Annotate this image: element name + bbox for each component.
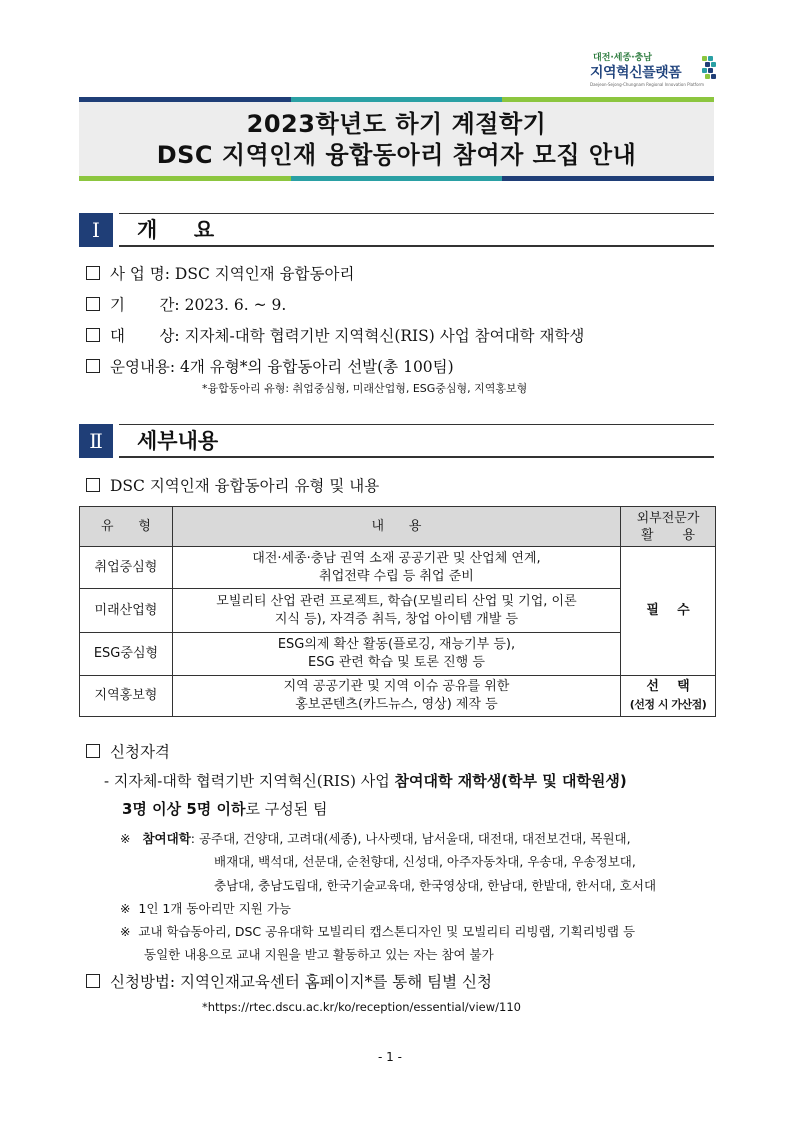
table-header-expert: 외부전문가 활 용 xyxy=(621,507,716,547)
row-type: 취업중심형 xyxy=(80,547,173,589)
section-1-header xyxy=(79,213,714,247)
checkbox-icon xyxy=(86,478,100,492)
table-header-type: 유 형 xyxy=(80,507,173,547)
checkbox-icon xyxy=(86,266,100,280)
table-header-row xyxy=(80,507,716,547)
row-content: 대전·세종·충남 권역 소재 공공기관 및 산업체 연계, 취업전략 수립 등 취업 준비 xyxy=(172,547,620,589)
table-row xyxy=(80,633,716,676)
application-url: *https://rtec.dscu.ac.kr/ko/reception/essential/view/110 xyxy=(202,1000,521,1014)
section-2-header xyxy=(79,424,714,458)
table-row xyxy=(80,547,716,589)
overview-item-operation: 운영내용: 4개 유형*의 융합동아리 선발(총 100팀) xyxy=(86,355,454,377)
platform-logo xyxy=(590,50,720,92)
row-type: 미래산업형 xyxy=(80,589,173,633)
table-header-content: 내 용 xyxy=(172,507,620,547)
eligibility-line-2: 3명 이상 5명 이하로 구성된 팀 xyxy=(122,800,328,818)
checkbox-icon xyxy=(86,328,100,342)
exclusion-note-2: 동일한 내용으로 교내 지원을 받고 활동하고 있는 자는 참여 불가 xyxy=(144,947,494,962)
title-bottom-bar xyxy=(79,176,714,181)
universities-line-2: 배재대, 백석대, 선문대, 순천향대, 신성대, 아주자동차대, 우송대, 우송정보대, xyxy=(214,854,636,869)
logo-region: 대전·세종·충남 xyxy=(593,53,653,63)
logo-mark-icon xyxy=(702,56,718,82)
required-cell: 필 수 xyxy=(621,547,716,676)
page-number: - 1 - xyxy=(378,1050,402,1064)
row-content: ESG의제 확산 활동(플로깅, 재능기부 등), ESG 관련 학습 및 토론 진행 등 xyxy=(172,633,620,676)
overview-item-name: 사 업 명: DSC 지역인재 융합동아리 xyxy=(86,262,354,284)
application-method: 신청방법: 지역인재교육센터 홈페이지*를 통해 팀별 신청 xyxy=(86,970,492,992)
exclusion-note: ※ 교내 학습동아리, DSC 공유대학 모빌리티 캡스톤디자인 및 모빌리티 리빙랩, 기획리빙랩 등 xyxy=(120,924,636,939)
club-type-note: *융합동아리 유형: 취업중심형, 미래산업형, ESG중심형, 지역홍보형 xyxy=(202,382,528,395)
universities-line-3: 충남대, 충남도립대, 한국기술교육대, 한국영상대, 한남대, 한밭대, 한서대, 호서대 xyxy=(214,878,657,893)
row-type: ESG중심형 xyxy=(80,633,173,676)
section-2-number: Ⅱ xyxy=(79,424,113,458)
checkbox-icon xyxy=(86,297,100,311)
optional-cell: 선 택 (선정 시 가산점) xyxy=(621,676,716,717)
row-content: 모빌리티 산업 관련 프로젝트, 학습(모빌리티 산업 및 기업, 이론 지식 등), 자격증 취득, 창업 아이템 개발 등 xyxy=(172,589,620,633)
one-club-note: ※ 1인 1개 동아리만 지원 가능 xyxy=(120,901,291,916)
table-row xyxy=(80,676,716,717)
title-box xyxy=(79,102,714,176)
section-1-number: Ⅰ xyxy=(79,213,113,247)
overview-item-period: 기 간: 2023. 6. ~ 9. xyxy=(86,293,286,315)
eligibility-line-1: - 지자체-대학 협력기반 지역혁신(RIS) 사업 참여대학 재학생(학부 및 대학원생) xyxy=(104,772,627,790)
logo-name: 지역혁신플랫폼 xyxy=(590,65,682,81)
section-1-title: 개 요 xyxy=(137,218,215,242)
logo-subtitle: Daejeon-Sejong-Chungnam Regional Innovation Platform xyxy=(590,82,705,87)
table-row xyxy=(80,589,716,633)
row-type: 지역홍보형 xyxy=(80,676,173,717)
checkbox-icon xyxy=(86,744,100,758)
participating-universities: ※ 참여대학: 공주대, 건양대, 고려대(세종), 나사렛대, 남서울대, 대전대, 대전보건대, 목원대, xyxy=(120,831,631,846)
overview-item-target: 대 상: 지자체-대학 협력기반 지역혁신(RIS) 사업 참여대학 재학생 xyxy=(86,324,584,346)
title-line-2: DSC 지역인재 융합동아리 참여자 모집 안내 xyxy=(156,141,637,169)
checkbox-icon xyxy=(86,359,100,373)
club-type-table xyxy=(79,506,716,717)
row-content: 지역 공공기관 및 지역 이슈 공유를 위한 홍보콘텐츠(카드뉴스, 영상) 제작 등 xyxy=(172,676,620,717)
title-line-1: 2023학년도 하기 계절학기 xyxy=(246,110,547,138)
section-2-title: 세부내용 xyxy=(137,429,219,453)
checkbox-icon xyxy=(86,974,100,988)
detail-subhead: DSC 지역인재 융합동아리 유형 및 내용 xyxy=(86,474,379,496)
eligibility-head: 신청자격 xyxy=(86,740,170,762)
